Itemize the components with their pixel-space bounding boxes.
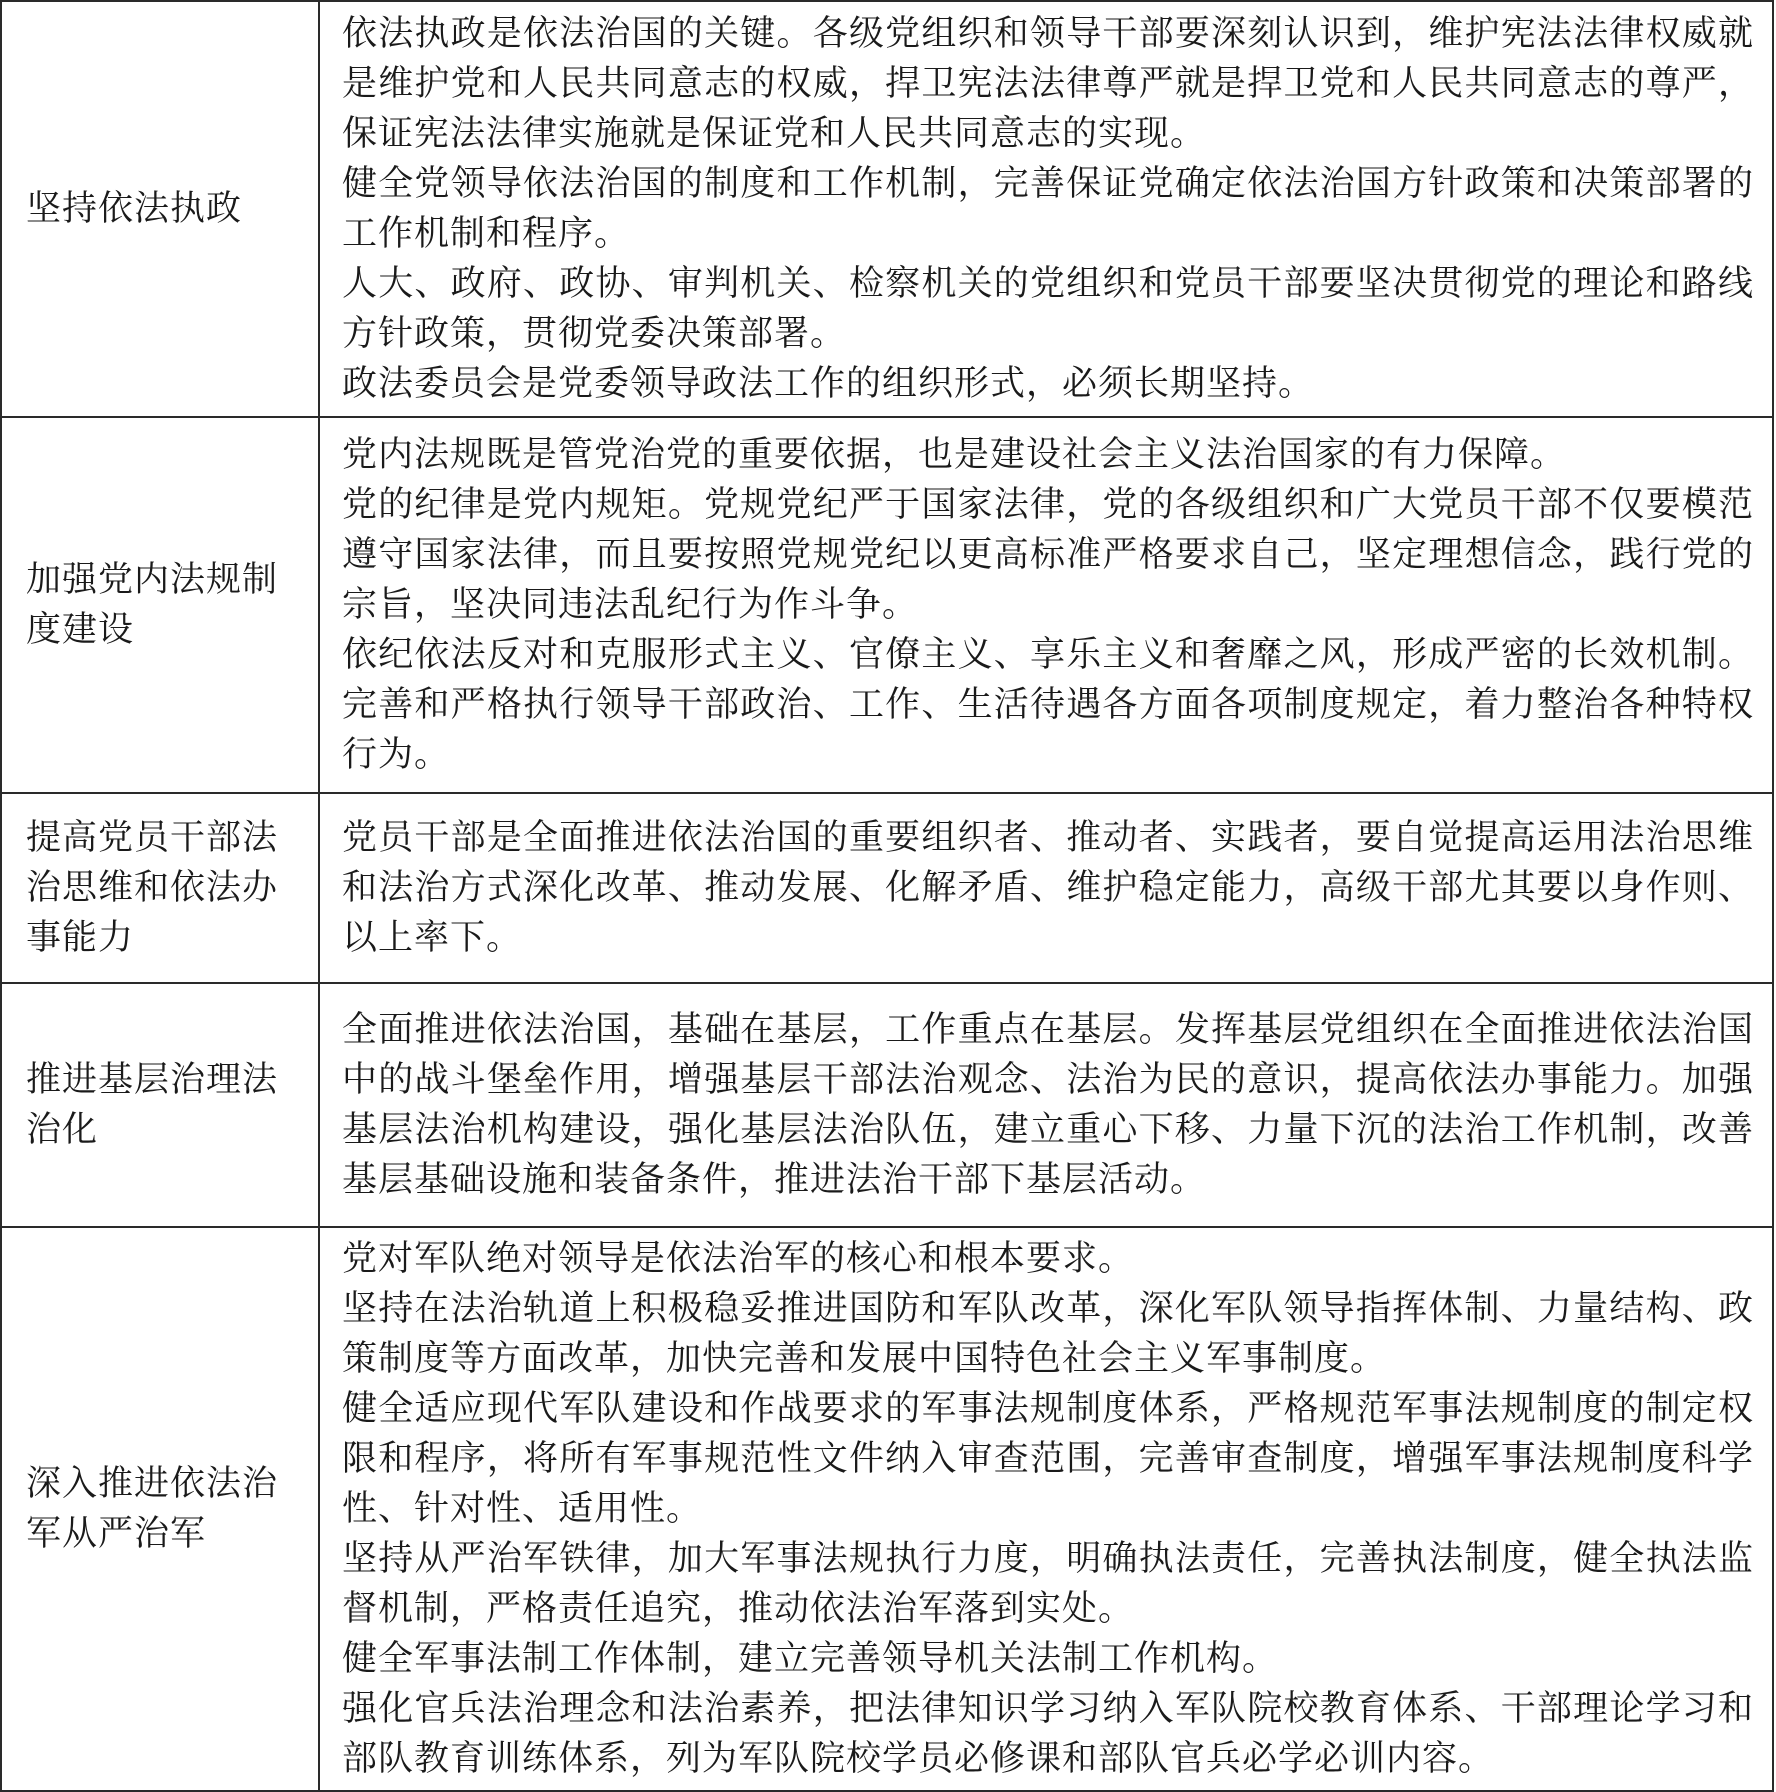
row-content <box>319 983 1773 1227</box>
row-label: 深入推进依法治军从严治军 <box>1 1227 319 1791</box>
paragraph: 党对军队绝对领导是依法治军的核心和根本要求。 <box>342 1239 1135 1279</box>
row-content <box>319 793 1773 983</box>
paragraph: 坚持在法治轨道上积极稳妥推进国防和军队改革，深化军队领导指挥体制、力量结构、政策制度等方面改革，加快完善和发展中国特色社会主义军事制度。 <box>342 1289 1754 1379</box>
paragraph: 强化官兵法治理念和法治素养，把法律知识学习纳入军队院校教育体系、干部理论学习和部队教育训练体系，列为军队院校学员必修课和部队官兵必学必训内容。 <box>342 1689 1754 1779</box>
table-row <box>1 983 1773 1227</box>
row-content <box>319 1 1773 417</box>
paragraph: 全面推进依法治国，基础在基层，工作重点在基层。发挥基层党组织在全面推进依法治国中的战斗堡垒作用，增强基层干部法治观念、法治为民的意识，提高依法办事能力。加强基层法治机构建设，强化基层法治队伍，建立重心下移、力量下沉的法治工作机制，改善基层基础设施和装备条件，推进法治干部下基层活动。 <box>342 1010 1754 1200</box>
row-content <box>319 417 1773 793</box>
paragraph: 依法执政是依法治国的关键。各级党组织和领导干部要深刻认识到，维护宪法法律权威就是维护党和人民共同意志的权威，捍卫宪法法律尊严就是捍卫党和人民共同意志的尊严，保证宪法法律实施就是保证党和人民共同意志的实现。 <box>342 14 1754 154</box>
paragraph: 依纪依法反对和克服形式主义、官僚主义、享乐主义和奢靡之风，形成严密的长效机制。完善和严格执行领导干部政治、工作、生活待遇各方面各项制度规定，着力整治各种特权行为。 <box>342 635 1754 775</box>
paragraph: 人大、政府、政协、审判机关、检察机关的党组织和党员干部要坚决贯彻党的理论和路线方针政策，贯彻党委决策部署。 <box>342 264 1754 354</box>
table-row <box>1 417 1773 793</box>
row-label: 推进基层治理法治化 <box>1 983 319 1227</box>
row-label: 提高党员干部法治思维和依法办事能力 <box>1 793 319 983</box>
paragraph: 党的纪律是党内规矩。党规党纪严于国家法律，党的各级组织和广大党员干部不仅要模范遵守国家法律，而且要按照党规党纪以更高标准严格要求自己，坚定理想信念，践行党的宗旨，坚决同违法乱纪行为作斗争。 <box>342 485 1754 625</box>
row-label: 加强党内法规制度建设 <box>1 417 319 793</box>
table-row <box>1 793 1773 983</box>
paragraph: 健全军事法制工作体制，建立完善领导机关法制工作机构。 <box>342 1639 1279 1679</box>
paragraph: 坚持从严治军铁律，加大军事法规执行力度，明确执法责任，完善执法制度，健全执法监督机制，严格责任追究，推动依法治军落到实处。 <box>342 1539 1754 1629</box>
paragraph: 健全适应现代军队建设和作战要求的军事法规制度体系，严格规范军事法规制度的制定权限和程序，将所有军事规范性文件纳入审查范围，完善审查制度，增强军事法规制度科学性、针对性、适用性。 <box>342 1389 1754 1529</box>
row-content <box>319 1227 1773 1791</box>
table-row <box>1 1227 1773 1791</box>
paragraph: 党员干部是全面推进依法治国的重要组织者、推动者、实践者，要自觉提高运用法治思维和法治方式深化改革、推动发展、化解矛盾、维护稳定能力，高级干部尤其要以身作则、以上率下。 <box>342 818 1754 958</box>
paragraph: 党内法规既是管党治党的重要依据，也是建设社会主义法治国家的有力保障。 <box>342 435 1567 475</box>
paragraph: 政法委员会是党委领导政法工作的组织形式，必须长期坚持。 <box>342 364 1315 404</box>
table-row <box>1 1 1773 417</box>
row-label: 坚持依法执政 <box>1 1 319 417</box>
paragraph: 健全党领导依法治国的制度和工作机制，完善保证党确定依法治国方针政策和决策部署的工作机制和程序。 <box>342 164 1754 254</box>
